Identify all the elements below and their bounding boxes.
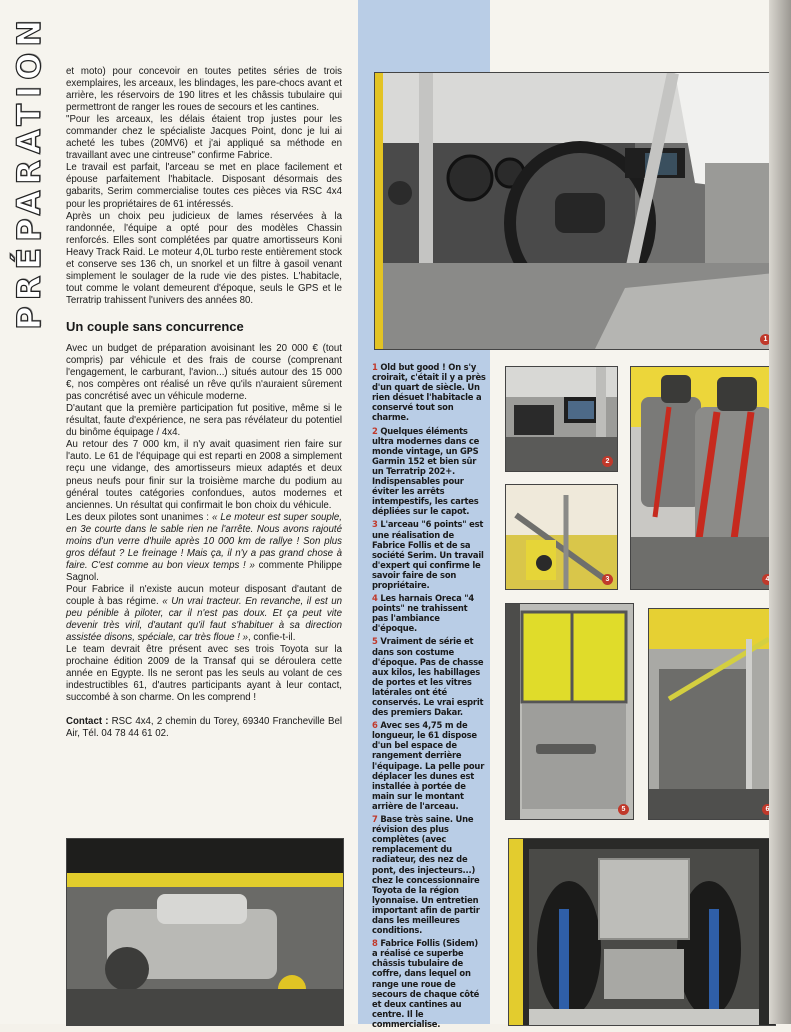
caption: 2 Quelques éléments ultra modernes dans ce monde vintage, un GPS Garmin 152 et bien sûr un Terratrip 202+. Indispensables pour éviter les arrêts intempestifs, les cartes dépliées sur le capot.: [372, 425, 480, 517]
door-illustration: [506, 604, 633, 819]
caption: 5 Vraiment de série et dans son costume d'époque. Pas de chasse aux kilos, les habillages de portes et les vitres latérales ont été conservés. Le vrai esprit des premiers Dakar.: [372, 636, 484, 718]
photo-rear-storage: [648, 608, 778, 820]
photo-number-badge: 1: [760, 334, 771, 345]
photo-number-badge: 6: [762, 804, 773, 815]
captions-list: [372, 362, 486, 1032]
vertical-section-title: [6, 10, 54, 370]
quote: « Un vrai tracteur. En revanche, il est un peu pénible à piloter, car il n'est pas doux. Et ça peut vite devenir très viril, d'autant qu'il faut s'habituer à sa direction assistée disons, spéciale, car très floue ! »: [66, 595, 343, 644]
paragraph: "Pour les arceaux, les délais étaient trop justes pour les commander chez le spécialiste Jacques Point, donc je lui ai acheté les tubes (20MV6) et j'ai appliqué sa méthode en travaillant avec une cintreuse" confirme Fabrice.: [66, 114, 342, 162]
quote: « Le moteur est super souple, en 3e courte dans le sable rien ne l'arrête. Nous avons rajouté moins d'un verre d'huile après 10 000 km de rallye ! Son plus gros défaut ? Le freinage ! Mais ça, il n'y a pas grand chose à faire. C'est comme au bon vieux temps ! »: [66, 511, 342, 571]
caption: 4 Les harnais Oreca "4 points" ne trahissent pas l'ambiance d'époque.: [372, 593, 475, 634]
paragraph: Au retour des 7 000 km, il n'y avait quasiment rien faire sur l'auto. Le 61 de l'équipage qui est reparti en 2008 a simplement reçu une vidange, des amortisseurs mieux adaptés et deux pneus neufs pour finir sur la troisième marche du podium au général toutes catégories confondues, autos modernes et anciennes. Un résultat qui confirmait le bon choix du véhicule.: [66, 439, 342, 511]
photo-gps: [505, 366, 618, 472]
photo-number-badge: 5: [618, 804, 629, 815]
photo-number-badge: 2: [602, 456, 613, 467]
photo-harness-seats: [630, 366, 778, 590]
cargo-illustration: [509, 839, 775, 1025]
photo-door: [505, 603, 634, 820]
paragraph: Avec un budget de préparation avoisinant les 20 000 € (tout compris) par véhicule et des frais de course (comprenant l'engagement, le carburant, l'avion...) situés autour des 15 000 €, nos compères ont réalisé un rêve qu'ils n'auraient sûrement pas concrétisé avec un véhicule moderne.: [66, 342, 342, 403]
article-column: [66, 66, 342, 740]
photo-number-badge: 3: [602, 574, 613, 585]
storage-illustration: [649, 609, 777, 819]
photo-dashboard: [374, 72, 776, 350]
section-title-text: PRÉPARATION: [10, 14, 48, 330]
dashboard-illustration: [375, 73, 775, 349]
section-heading: Un couple sans concurrence: [66, 318, 244, 334]
photo-number-badge: 4: [762, 574, 773, 585]
paragraph: Le team devrait être présent avec ses trois Toyota sur la prochaine édition 2009 de la Transaf qui se déroulera cette année en Egypte. Ils ne seront pas les seuls au volant de ces indestructibles 61, d'autres participants ayant à leur contact, succombé à son charme. On les comprend !: [66, 644, 342, 704]
paragraph: et moto) pour concevoir en toutes petites séries de trois exemplaires, les arceaux, les blindages, les pare-chocs avant et arrière, les réservoirs de 190 litres et les châssis tubulaire qui permettront de ranger les roues de secours et les cantines.: [66, 66, 342, 114]
caption: 1 Old but good ! On s'y croirait, c'était il y a près d'un quart de siècle. Un rien désuet l'habitacle a conservé tout son charme.: [372, 362, 486, 423]
engine-illustration: [67, 839, 343, 1025]
caption: 3 L'arceau "6 points" est une réalisation de Fabrice Follis et de sa société Serim. Un travail d'expert qui confirme le savoir faire de son propriétaire.: [372, 519, 484, 590]
roll-cage-illustration: [506, 485, 617, 589]
photo-cargo-frame: [508, 838, 776, 1026]
photo-roll-cage: [505, 484, 618, 590]
page-gutter: [769, 0, 791, 1024]
caption: 7 Base très saine. Une révision des plus complètes (avec remplacement du radiateur, des nez de pont, des injecteurs...) chez le concessionnaire Toyota de la région lyonnaise. Un entretien important afin de partir dans les meilleures conditions.: [372, 814, 480, 936]
caption: 8 Fabrice Follis (Sidem) a réalisé ce superbe châssis tubulaire de coffre, dans lequel on range une roue de secours de chaque côté et deux cantines au centre. Il le commercialise.: [372, 938, 480, 1029]
paragraph: D'autant que la première participation fut positive, même si le résultat, faute d'expérience, ne sera pas révélateur du potentiel du binôme équipage / 4x4.: [66, 403, 342, 439]
paragraph: Les deux pilotes sont unanimes : « Le moteur est super souple, en 3e courte dans le sable rien ne l'arrête. Nous avons rajouté moins d'un verre d'huile après 10 000 km de rallye ! Son plus gros défaut ? Le freinage ! Mais ça, il n'y a pas grand chose à faire. C'est comme au bon vieux temps ! » commente Philippe Sagnol.: [66, 511, 342, 583]
gps-illustration: [506, 367, 617, 471]
seats-illustration: [631, 367, 777, 589]
photo-engine: [66, 838, 344, 1026]
paragraph: Après un choix peu judicieux de lames réservées à la randonnée, l'équipe a opté pour des modèles Chassin renforcés. Elles sont complétées par quatre amortisseurs Koni Heavy Track Raid. Le moteur 4,0L turbo reste entièrement stock et conserve ses 136 ch, un snorkel et un filtre à gasoil venant simplement le soulager de la rude vie des pistes. L'habitacle, tout comme le volant demeurent d'époque, seuls le GPS et le Terratrip trahissent l'univers des années 80.: [66, 210, 342, 306]
paragraph: Le travail est parfait, l'arceau se met en place facilement et épouse parfaitement l'habitacle. Disposant désormais des gabarits, Serim commercialise toutes ces pièces via RSC 4x4 pour les propriétaires de 61 intéressés.: [66, 162, 342, 210]
caption: 6 Avec ses 4,75 m de longueur, le 61 dispose d'un bel espace de rangement derrière l'équipage. La pelle pour déplacer les dunes est installée à portée de main sur le montant arrière de l'arceau.: [372, 720, 485, 811]
contact-line: Contact : RSC 4x4, 2 chemin du Torey, 69340 Francheville Bel Air, Tél. 04 78 44 61 02.: [66, 716, 343, 740]
paragraph: Pour Fabrice il n'existe aucun moteur disposant d'autant de couple à bas régime. « Un vrai tracteur. En revanche, il est un peu pénible à piloter, car il n'est pas doux. Et ça peut vite devenir très viril, d'autant qu'il faut s'habituer à sa direction assistée disons, spéciale, car très floue ! », confie-t-il.: [66, 583, 343, 644]
